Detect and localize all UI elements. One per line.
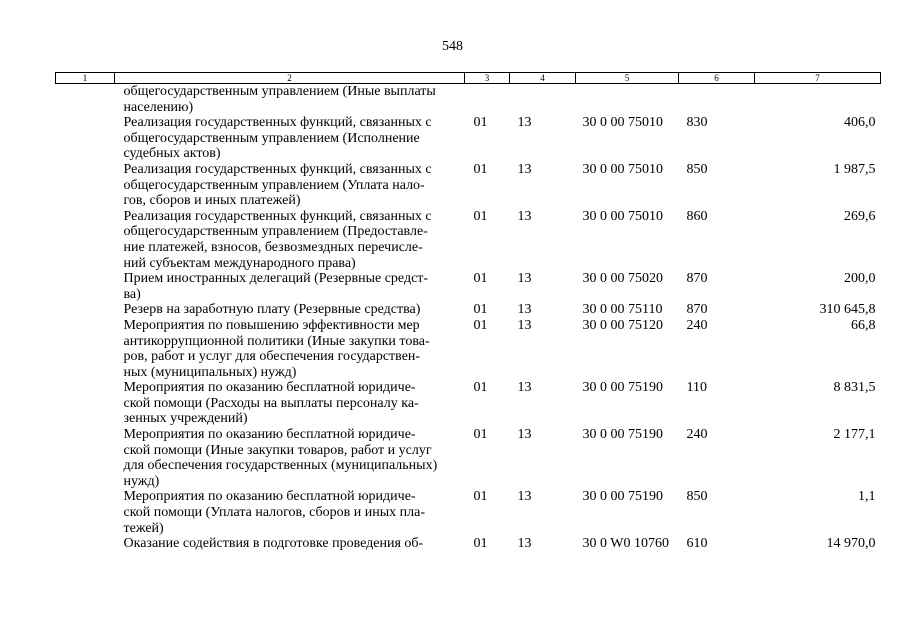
section-cell: 01 [473, 115, 488, 131]
subsection-cell: 13 [517, 302, 532, 318]
expense-name-line: гов, сборов и иных платежей) [123, 193, 301, 209]
target-article-cell: 30 0 00 75120 [582, 317, 663, 333]
expense-name-line: судебных актов) [123, 146, 221, 162]
table-row [56, 427, 881, 489]
expense-name-cell [115, 84, 465, 116]
section-cell: 01 [473, 536, 488, 552]
table-row [56, 84, 881, 116]
subsection-cell: 13 [517, 271, 532, 287]
section-cell: 01 [473, 489, 488, 505]
expense-name-line: общегосударственным управлением (Исполнение [123, 130, 420, 146]
table-body [56, 84, 881, 552]
amount-cell: 406,0 [844, 115, 876, 131]
row-number-cell [56, 209, 115, 271]
expense-name-line: Реализация государственных функций, связанных с [123, 161, 432, 177]
target-article-cell: 30 0 00 75020 [582, 271, 663, 287]
row-number-cell [56, 302, 115, 318]
table-row [56, 318, 881, 380]
row-number-cell [56, 489, 115, 536]
table-header [56, 73, 881, 84]
section-cell: 01 [473, 302, 488, 318]
amount-cell: 8 831,5 [833, 380, 876, 396]
amount-cell: 66,8 [851, 317, 876, 333]
expense-name-line: Реализация государственных функций, связанных с [123, 115, 432, 131]
row-number-cell [56, 318, 115, 380]
row-number-cell [56, 162, 115, 209]
amount-cell: 200,0 [844, 271, 876, 287]
expense-name-line: Прием иностранных делегаций (Резервные средст- [123, 271, 429, 287]
expense-name-line: ской помощи (Расходы на выплаты персоналу ка- [123, 395, 419, 411]
table-row [56, 162, 881, 209]
section-cell: 01 [473, 161, 488, 177]
target-article-cell: 30 0 00 75190 [582, 427, 663, 443]
table-row [56, 380, 881, 427]
target-article-cell: 30 0 00 75010 [582, 208, 663, 224]
subsection-cell: 13 [517, 161, 532, 177]
row-number-cell [56, 271, 115, 302]
amount-cell: 1 987,5 [833, 161, 876, 177]
target-article-cell: 30 0 00 75010 [582, 115, 663, 131]
expense-type-cell: 860 [686, 208, 708, 224]
expense-name-line: ской помощи (Уплата налогов, сборов и иных пла- [123, 505, 426, 521]
section-cell: 01 [473, 380, 488, 396]
expense-name-cell [115, 536, 465, 552]
header-col-7: 7 [755, 73, 881, 84]
table-row [56, 536, 881, 552]
budget-table [55, 72, 881, 552]
expense-name-cell [115, 302, 465, 318]
subsection-cell: 13 [517, 208, 532, 224]
expense-name-line: Мероприятия по оказанию бесплатной юридиче- [123, 489, 416, 505]
subsection-cell: 13 [517, 317, 532, 333]
header-row [56, 73, 881, 84]
subsection-cell [510, 84, 576, 116]
subsection-cell: 13 [517, 489, 532, 505]
target-article-cell: 30 0 00 75110 [582, 302, 663, 318]
target-article-cell: 30 0 00 75010 [582, 161, 663, 177]
header-col-2: 2 [115, 73, 465, 84]
expense-type-cell: 240 [686, 317, 708, 333]
amount-cell: 1,1 [858, 489, 876, 505]
amount-cell [755, 84, 881, 116]
expense-name-line: нужд) [123, 473, 160, 489]
row-number-cell [56, 380, 115, 427]
target-article-cell: 30 0 00 75190 [582, 380, 663, 396]
amount-cell: 269,6 [844, 208, 876, 224]
expense-name-cell [115, 380, 465, 427]
expense-type-cell: 610 [686, 536, 708, 552]
expense-name-line: ров, работ и услуг для обеспечения государствен- [123, 349, 421, 365]
expense-type-cell: 870 [686, 302, 708, 318]
expense-name-line: Мероприятия по оказанию бесплатной юридиче- [123, 427, 416, 443]
expense-name-line: Резерв на заработную плату (Резервные средства) [123, 302, 421, 318]
expense-name-line: общегосударственным управлением (Предоставле- [123, 224, 428, 240]
header-col-6: 6 [679, 73, 755, 84]
amount-cell: 14 970,0 [826, 536, 876, 552]
amount-cell: 310 645,8 [819, 302, 876, 318]
subsection-cell: 13 [517, 536, 532, 552]
expense-name-line: ных (муниципальных) нужд) [123, 364, 297, 380]
row-number-cell [56, 115, 115, 162]
header-col-4: 4 [510, 73, 576, 84]
expense-name-cell [115, 271, 465, 302]
table-row [56, 302, 881, 318]
table-row [56, 209, 881, 271]
section-cell: 01 [473, 317, 488, 333]
expense-name-line: тежей) [123, 520, 164, 536]
expense-name-line: ва) [123, 286, 141, 302]
expense-name-line: зенных учреждений) [123, 411, 248, 427]
subsection-cell: 13 [517, 115, 532, 131]
header-col-1: 1 [56, 73, 115, 84]
subsection-cell: 13 [517, 427, 532, 443]
section-cell: 01 [473, 427, 488, 443]
expense-name-line: ние платежей, взносов, безвозмездных перечисле- [123, 239, 423, 255]
expense-name-line: общегосударственным управлением (Иные выплаты [123, 84, 436, 99]
page-number: 548 [442, 39, 463, 54]
expense-name-cell [115, 318, 465, 380]
section-cell [465, 84, 510, 116]
expense-type-cell: 850 [686, 161, 708, 177]
expense-name-line: общегосударственным управлением (Уплата нало- [123, 177, 425, 193]
subsection-cell: 13 [517, 380, 532, 396]
expense-name-cell [115, 209, 465, 271]
expense-name-line: Реализация государственных функций, связанных с [123, 208, 432, 224]
header-col-5: 5 [576, 73, 679, 84]
table-row [56, 115, 881, 162]
target-article-cell: 30 0 00 75190 [582, 489, 663, 505]
table-row [56, 271, 881, 302]
table-row [56, 489, 881, 536]
expense-name-cell [115, 115, 465, 162]
expense-type-cell: 850 [686, 489, 708, 505]
expense-name-cell [115, 427, 465, 489]
expense-name-line: ний субъектам международного права) [123, 255, 356, 271]
row-number-cell [56, 536, 115, 552]
expense-name-cell [115, 489, 465, 536]
expense-name-cell [115, 162, 465, 209]
expense-type-cell: 110 [686, 380, 707, 396]
expense-type-cell: 870 [686, 271, 708, 287]
row-number-cell [56, 84, 115, 116]
expense-name-line: для обеспечения государственных (муниципальных) [123, 458, 438, 474]
section-cell: 01 [473, 208, 488, 224]
expense-type-cell: 830 [686, 115, 708, 131]
expense-name-line: населению) [123, 99, 194, 115]
target-article-cell: 30 0 W0 10760 [582, 536, 669, 552]
row-number-cell [56, 427, 115, 489]
expense-name-line: Оказание содействия в подготовке проведения об- [123, 536, 424, 552]
expense-type-cell [679, 84, 755, 116]
expense-name-line: антикоррупционной политики (Иные закупки това- [123, 333, 430, 349]
section-cell: 01 [473, 271, 488, 287]
amount-cell: 2 177,1 [833, 427, 876, 443]
expense-name-line: Мероприятия по оказанию бесплатной юридиче- [123, 380, 416, 396]
expense-name-line: ской помощи (Иные закупки товаров, работ и услуг [123, 442, 432, 458]
header-col-3: 3 [465, 73, 510, 84]
target-article-cell [576, 84, 679, 116]
expense-name-line: Мероприятия по повышению эффективности мер [123, 317, 420, 333]
expense-type-cell: 240 [686, 427, 708, 443]
